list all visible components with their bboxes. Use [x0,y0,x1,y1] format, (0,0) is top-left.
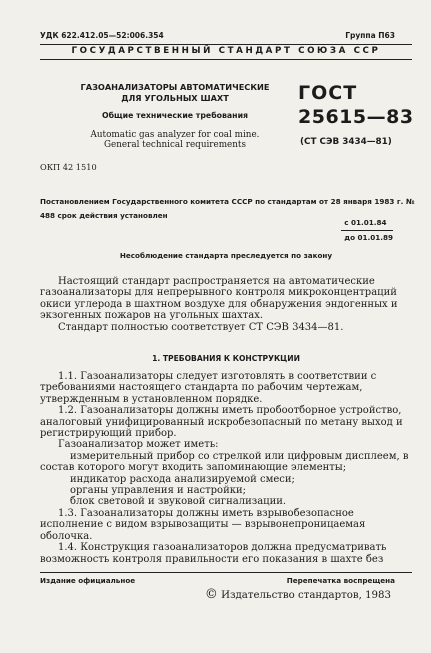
group-code: Группа П63 [345,31,395,40]
list-item: индикатор расхода анализируемой смеси; [70,473,295,485]
title-en [75,130,275,150]
list-item: измерительный прибор со стрелкой или цифровым дисплеем, в состав которого могут входить запоминающие элементы; [40,450,409,474]
validity-from: с 01.01.84 [344,218,387,227]
gost-label: ГОСТ [298,82,358,104]
publisher-line [205,587,391,602]
title-ru-line1: ГАЗОАНАЛИЗАТОРЫ АВТОМАТИЧЕСКИЕ [80,82,270,92]
clause-1-1: 1.1. Газоанализаторы следует изготовлять в соответствии с требованиями настоящего стандарта по рабочим чертежам, утвержденным в установленном порядке. [40,371,377,405]
decree-text: Постановлением Государственного комитета СССР по стандартам от 28 января 1983 г. № 488 срок действия установлен [40,197,415,220]
clause-1-4: 1.4. Конструкция газоанализаторов должна предусматривать возможность контроля правильности его показания в шахте без [40,542,387,565]
copyright-icon: © [204,587,218,602]
header-rule-top [40,44,412,45]
publisher-name: Издательство стандартов, 1983 [221,590,391,601]
reprint-forbidden: Перепечатка воспрещена [286,576,395,585]
udk-code: УДК 622.412.05—52:006.354 [40,31,164,40]
intro-text [40,276,412,333]
validity-to: до 01.01.89 [344,232,393,242]
gost-number: 25615—83 [298,106,414,128]
sev-reference: (СТ СЭВ 3434—81) [300,137,392,147]
violation-note: Несоблюдение стандарта преследуется по закону [119,251,333,260]
section-body [40,371,412,565]
footer-rule [40,572,412,573]
validity-divider [341,230,393,231]
section-title: 1. ТРЕБОВАНИЯ К КОНСТРУКЦИИ [152,354,300,363]
title-en-line2: General technical requirements [104,140,246,150]
okp-code: ОКП 42 1510 [40,162,97,172]
title-ru-sub: Общие технические требования [101,111,249,120]
header-rule-bottom [40,59,412,60]
intro-paragraph: Стандарт полностью соответствует СТ СЭВ 3434—81. [58,321,344,333]
list-item: блок световой и звуковой сигнализации. [70,496,287,508]
standard-name: ГОСУДАРСТВЕННЫЙ СТАНДАРТ СОЮЗА ССР [71,46,381,56]
title-en-line1: Automatic gas analyzer for coal mine. [90,130,260,140]
title-ru [75,82,275,104]
intro-paragraph: Настоящий стандарт распространяется на автоматические газоанализаторы для непрерывного контроля микроконцентраций окиси углерода в шахтном воздухе для обнаружения эндогенных и экзогенных пожаров на угольных шахтах. [40,276,398,322]
clause-1-3: 1.3. Газоанализаторы должны иметь взрывобезопасное исполнение с видом взрывозащиты — взрывонепроницаемая оболочка. [40,507,366,542]
title-ru-line2: ДЛЯ УГОЛЬНЫХ ШАХТ [121,93,229,103]
clause-list-intro: Газоанализатор может иметь: [58,439,219,451]
clause-1-2: 1.2. Газоанализаторы должны иметь пробоотборное устройство, аналоговый унифицированный искробезопасный по метану выход и регистрирующий прибор. [40,405,403,440]
official-edition: Издание официальное [40,576,136,585]
list-item: органы управления и настройки; [70,485,247,497]
